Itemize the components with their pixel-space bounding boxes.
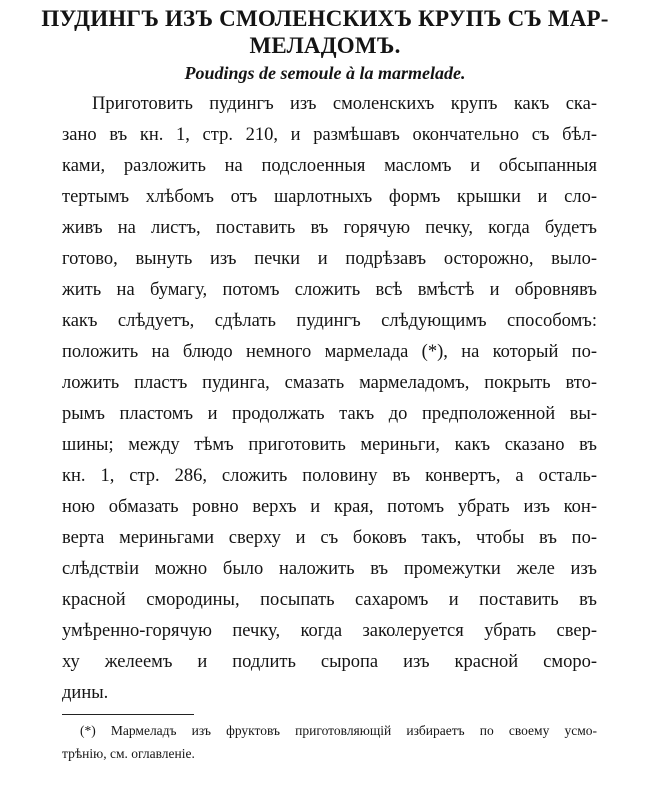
footnote-divider bbox=[62, 714, 194, 715]
footnote-line: (*) Мармеладъ изъ фруктовъ приготовляющій избираетъ по своему усмо- bbox=[80, 723, 597, 738]
recipe-subtitle-french: Poudings de semoule à la marmelade. bbox=[184, 63, 466, 83]
body-line: кн. 1, стр. 286, сложить половину въ конвертъ, а осталь- bbox=[62, 466, 597, 486]
body-line: дины. bbox=[62, 683, 109, 703]
body-line: ху желеемъ и подлить сыропа изъ красной смоpо- bbox=[62, 652, 597, 672]
body-line: ками, разложить на подслоенныя масломъ и обсыпанныя bbox=[62, 156, 597, 176]
recipe-title-line-2: МЕЛАДОМЪ. bbox=[249, 33, 401, 58]
body-line: ложить пластъ пудинга, смазать мармеладомъ, покрыть вто- bbox=[62, 373, 597, 393]
recipe-title-line-1: ПУДИНГЪ ИЗЪ СМОЛЕНСКИХЪ КРУПЪ СЪ МАР- bbox=[41, 6, 609, 31]
body-line: живъ на листъ, поставить въ горячую печку, когда будетъ bbox=[62, 218, 597, 238]
body-line: тертымъ хлѣбомъ отъ шарлотныхъ формъ крышки и сло- bbox=[62, 187, 597, 207]
body-line: слѣдствіи можно было наложить въ промежутки желе изъ bbox=[62, 559, 597, 579]
body-line: ною обмазать ровно верхъ и края, потомъ убрать изъ кон- bbox=[62, 497, 597, 517]
body-line: зано въ кн. 1, стр. 210, и размѣшавъ окончательно съ бѣл- bbox=[62, 125, 597, 145]
body-line: рымъ пластомъ и продолжать такъ до предположенной вы- bbox=[62, 404, 597, 424]
footnote-line: трѣнію, см. оглавленіе. bbox=[62, 746, 195, 761]
body-line: красной смородины, посыпать сахаромъ и поставить въ bbox=[62, 590, 597, 610]
body-line: Приготовить пудингъ изъ смоленскихъ крупъ какъ ска- bbox=[92, 94, 597, 114]
body-line: жить на бумагу, потомъ сложить всѣ вмѣстѣ и обровнявъ bbox=[62, 280, 597, 300]
body-line: положить на блюдо немного мармелада (*), на который по- bbox=[62, 342, 597, 362]
body-line: верта мериньгами сверху и съ боковъ такъ, чтобы въ по- bbox=[62, 528, 597, 548]
body-line: шины; между тѣмъ приготовить мериньги, какъ сказано въ bbox=[62, 435, 597, 455]
body-line: умѣренно-горячую печку, когда заколеруется убрать свер- bbox=[62, 621, 597, 641]
body-line: готово, вынуть изъ печки и подрѣзавъ осторожно, выло- bbox=[62, 249, 597, 269]
body-line: какъ слѣдуетъ, сдѣлать пудингъ слѣдующимъ способомъ: bbox=[62, 311, 597, 331]
